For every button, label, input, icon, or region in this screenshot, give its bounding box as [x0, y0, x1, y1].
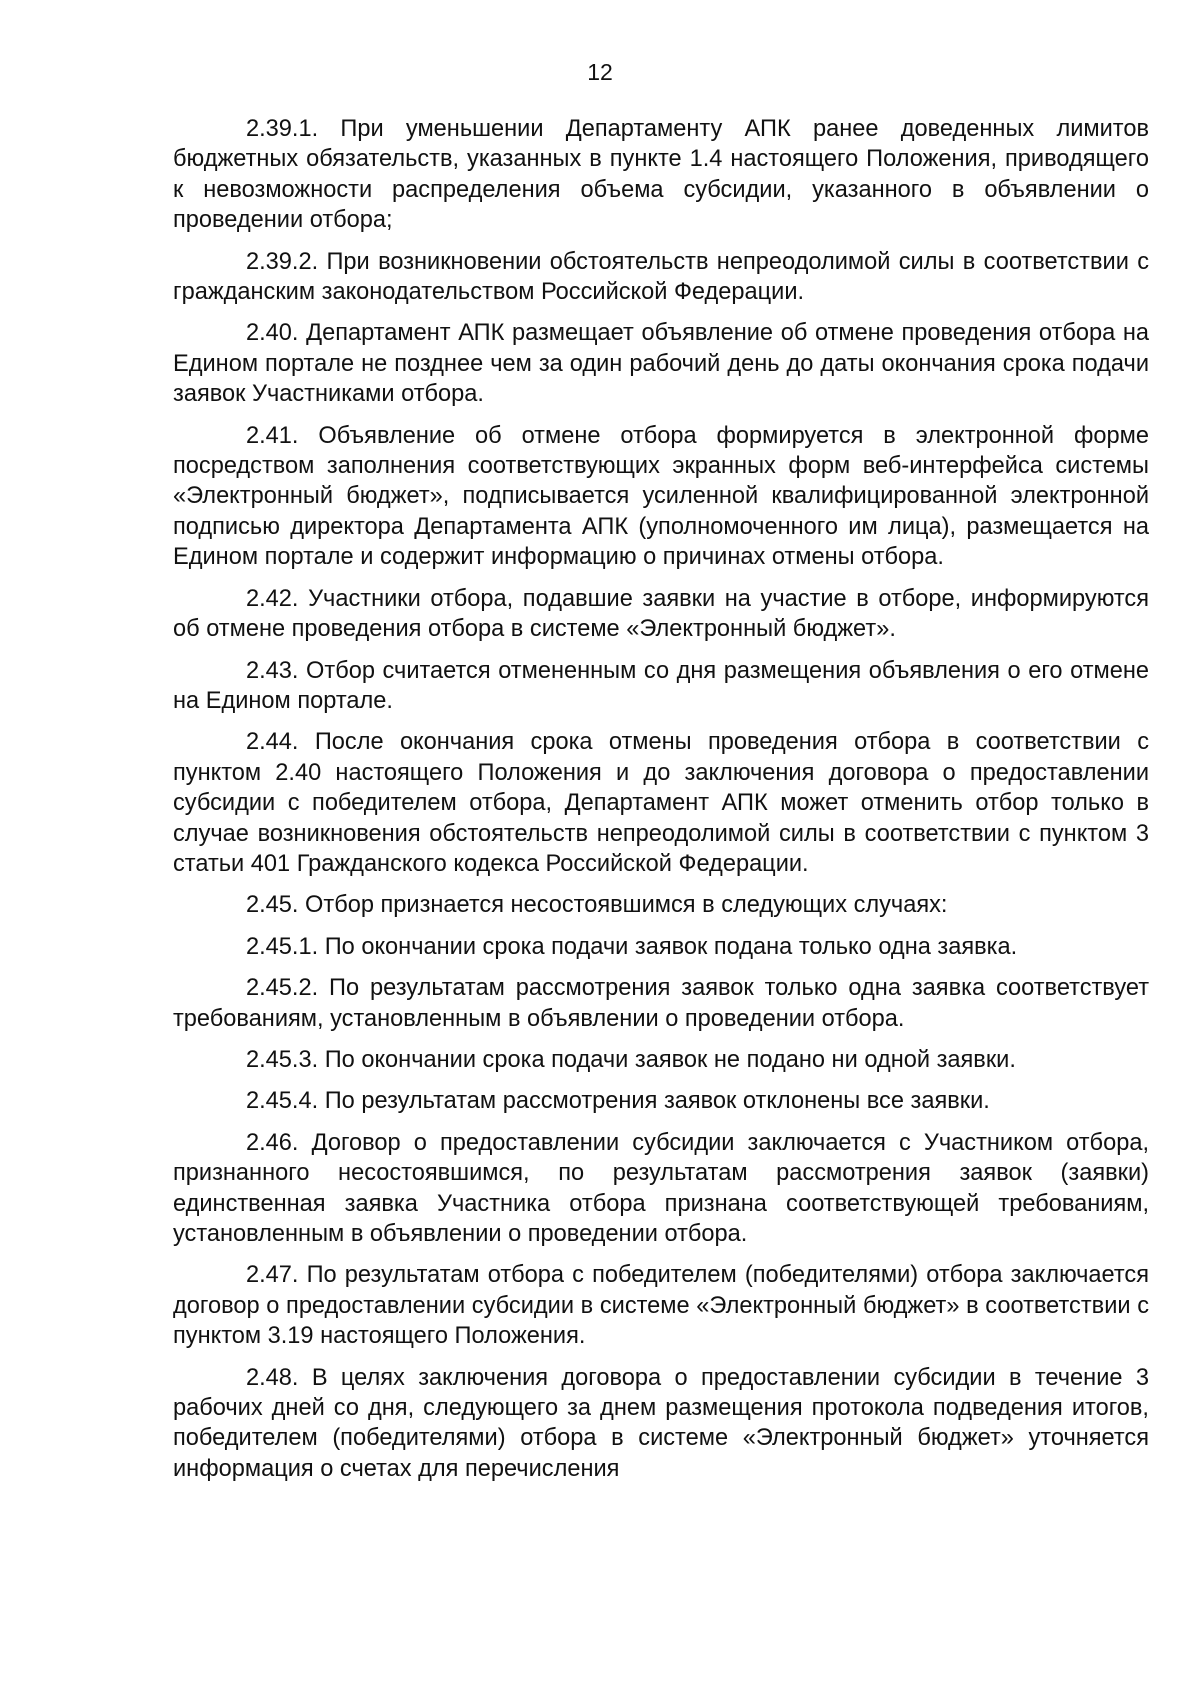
paragraph-2-45: 2.45. Отбор признается несостоявшимся в следующих случаях:: [246, 892, 948, 919]
paragraph-2-46: 2.46. Договор о предоставлении субсидии заключается с Участником отбора, признанного несостоявшимся, по результатам рассмотрения заявок (заявки) единственная заявка Участника отбора признана соответствующей требованиям, установленным в объявлении о проведении отбора.: [173, 1129, 1149, 1247]
paragraph-2-39-1: 2.39.1. При уменьшении Департаменту АПК ранее доведенных лимитов бюджетных обязательств, указанных в пункте 1.4 настоящего Положения, приводящего к невозможности распределения объема субсидии, указанного в объявлении о проведении отбора;: [173, 116, 1149, 234]
paragraph-2-47: 2.47. По результатам отбора с победителем (победителями) отбора заключается договор о предоставлении субсидии в системе «Электронный бюджет» в соответствии с пунктом 3.19 настоящего Положения.: [173, 1262, 1149, 1350]
paragraph-2-44: 2.44. После окончания срока отмены проведения отбора в соответствии с пунктом 2.40 настоящего Положения и до заключения договора о предоставлении субсидии с победителем отбора, Департамент АПК может отменить отбор только в случае возникновения обстоятельств непреодолимой силы в соответствии с пунктом 3 статьи 401 Гражданского кодекса Российской Федерации.: [173, 729, 1149, 877]
paragraph-2-41: 2.41. Объявление об отмене отбора формируется в электронной форме посредством заполнения соответствующих экранных форм веб-интерфейса системы «Электронный бюджет», подписывается усиленной квалифицированной электронной подписью директора Департамента АПК (уполномоченного им лица), размещается на Едином портале и содержит информацию о причинах отмены отбора.: [173, 422, 1149, 571]
paragraph-2-45-4: 2.45.4. По результатам рассмотрения заявок отклонены все заявки.: [246, 1088, 990, 1115]
paragraph-2-45-2: 2.45.2. По результатам рассмотрения заявок только одна заявка соответствует требованиям, установленным в объявлении о проведении отбора.: [173, 975, 1149, 1032]
paragraph-2-40: 2.40. Департамент АПК размещает объявление об отмене проведения отбора на Едином портале не позднее чем за один рабочий день до даты окончания срока подачи заявок Участниками отбора.: [173, 320, 1149, 408]
paragraph-2-42: 2.42. Участники отбора, подавшие заявки на участие в отборе, информируются об отмене проведения отбора в системе «Электронный бюджет».: [173, 585, 1149, 643]
paragraph-2-48: 2.48. В целях заключения договора о предоставлении субсидии в течение 3 рабочих дней со дня, следующего за днем размещения протокола подведения итогов, победителем (победителями) отбора в системе «Электронный бюджет» уточняется информация о счетах для перечисления: [173, 1364, 1149, 1482]
paragraph-2-39-2: 2.39.2. При возникновении обстоятельств непреодолимой силы в соответствии с гражданским законодательством Российской Федерации.: [173, 248, 1149, 306]
paragraph-2-45-1: 2.45.1. По окончании срока подачи заявок подана только одна заявка.: [246, 933, 1018, 960]
paragraph-2-43: 2.43. Отбор считается отмененным со дня размещения объявления о его отмене на Едином портале.: [173, 657, 1149, 714]
page-number: 12: [587, 59, 613, 85]
paragraph-2-45-3: 2.45.3. По окончании срока подачи заявок не подано ни одной заявки.: [246, 1046, 1016, 1073]
document-body: [173, 114, 1149, 1495]
